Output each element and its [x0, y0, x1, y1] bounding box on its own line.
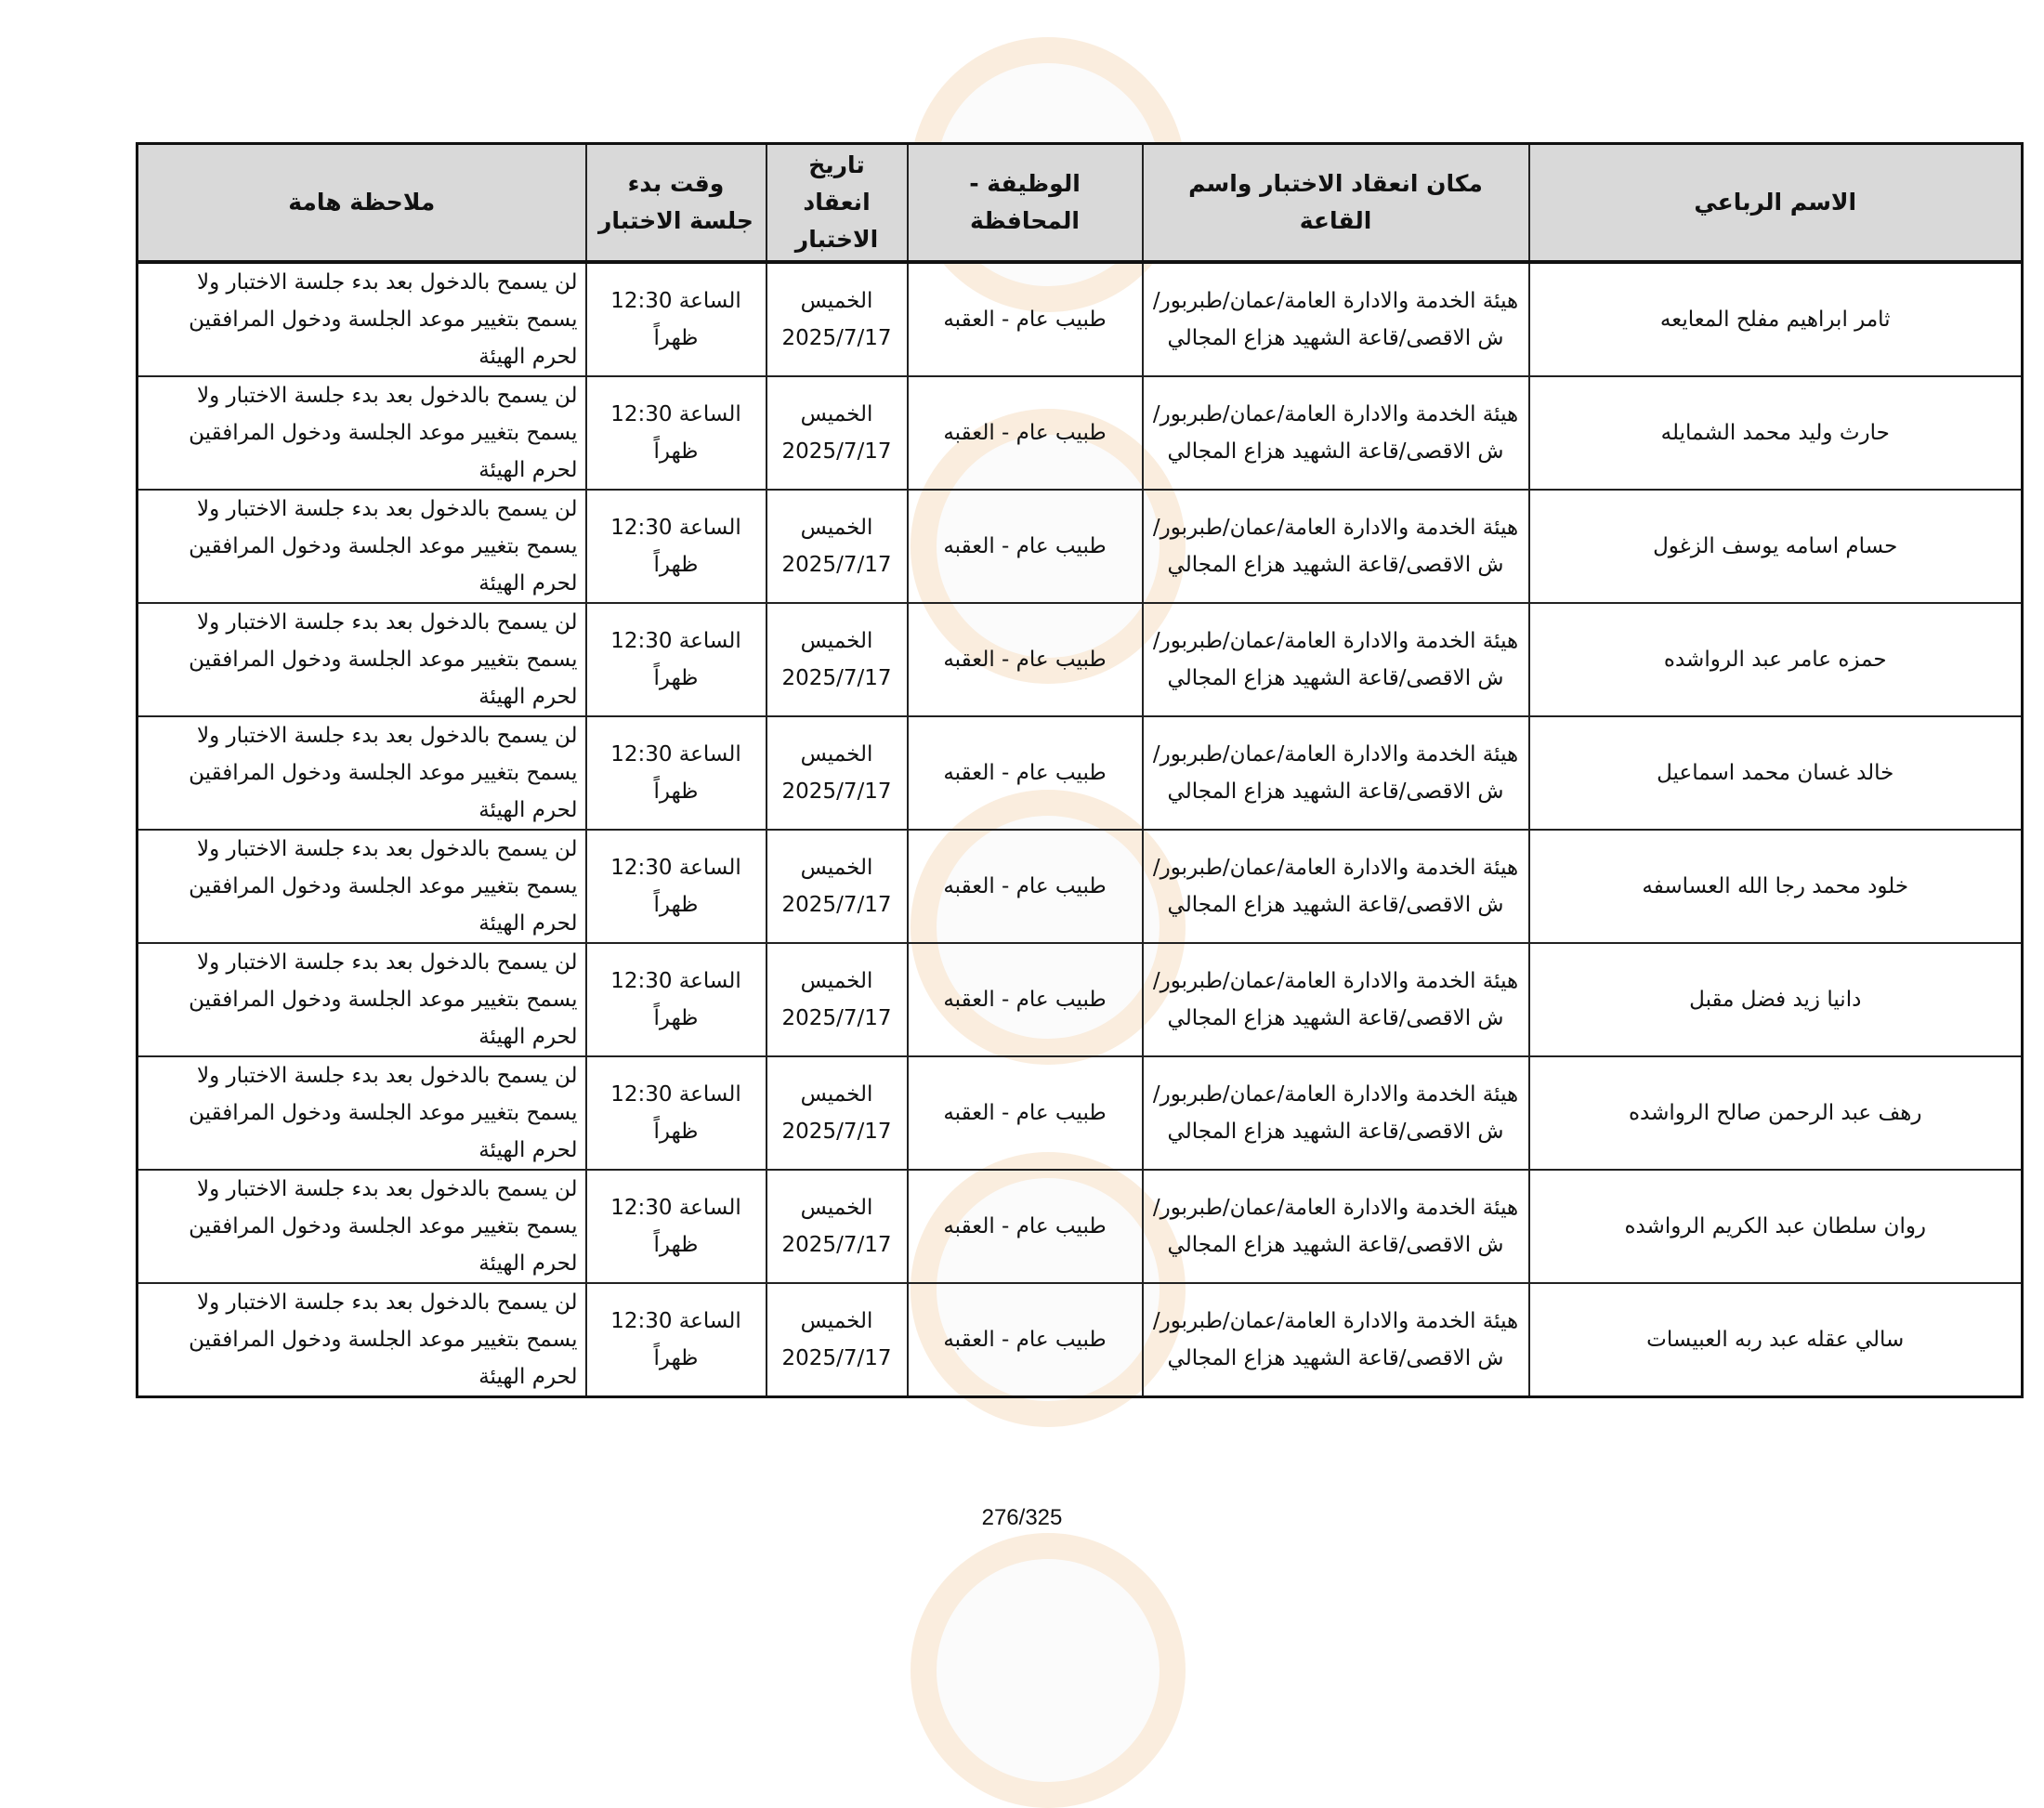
table-row [138, 603, 2023, 716]
cell-name: حمزه عامر عبد الرواشده [1529, 603, 2023, 716]
cell-date [766, 943, 908, 1056]
cell-note: لن يسمح بالدخول بعد بدء جلسة الاختبار ولا يسمح بتغيير موعد الجلسة ودخول المرافقين لحرم الهيئة [138, 716, 586, 830]
watermark-logo [911, 1533, 1186, 1808]
cell-name: حارث وليد محمد الشمايله [1529, 376, 2023, 490]
cell-time [586, 262, 766, 376]
date-value: 2025/7/17 [781, 666, 892, 690]
cell-job: طبيب عام - العقبه [908, 943, 1143, 1056]
time-value: الساعة 12:30 [610, 1196, 741, 1220]
date-day: الخميس [800, 402, 873, 426]
table-row [138, 943, 2023, 1056]
date-day: الخميس [800, 516, 873, 540]
date-value: 2025/7/17 [781, 1120, 892, 1144]
cell-job: طبيب عام - العقبه [908, 490, 1143, 603]
date-day: الخميس [800, 629, 873, 653]
date-value: 2025/7/17 [781, 439, 892, 464]
cell-date [766, 716, 908, 830]
cell-place: هيئة الخدمة والادارة العامة/عمان/طبربور/ش الاقصى/قاعة الشهيد هزاع المجالي [1143, 603, 1529, 716]
time-period: ظهراً [653, 1120, 699, 1144]
date-day: الخميس [800, 856, 873, 880]
header-place: مكان انعقاد الاختبار واسم القاعة [1143, 144, 1529, 263]
date-day: الخميس [800, 1082, 873, 1107]
table-row [138, 830, 2023, 943]
cell-name: رهف عبد الرحمن صالح الرواشده [1529, 1056, 2023, 1170]
date-value: 2025/7/17 [781, 1233, 892, 1257]
time-period: ظهراً [653, 1006, 699, 1030]
date-day: الخميس [800, 742, 873, 766]
cell-place: هيئة الخدمة والادارة العامة/عمان/طبربور/ش الاقصى/قاعة الشهيد هزاع المجالي [1143, 376, 1529, 490]
header-date: تاريخ انعقاد الاختبار [766, 144, 908, 263]
cell-job: طبيب عام - العقبه [908, 1283, 1143, 1397]
cell-place: هيئة الخدمة والادارة العامة/عمان/طبربور/ش الاقصى/قاعة الشهيد هزاع المجالي [1143, 262, 1529, 376]
table-row [138, 716, 2023, 830]
time-period: ظهراً [653, 1233, 699, 1257]
cell-date [766, 1170, 908, 1283]
header-time: وقت بدء جلسة الاختبار [586, 144, 766, 263]
cell-note: لن يسمح بالدخول بعد بدء جلسة الاختبار ولا يسمح بتغيير موعد الجلسة ودخول المرافقين لحرم الهيئة [138, 943, 586, 1056]
cell-job: طبيب عام - العقبه [908, 830, 1143, 943]
cell-note: لن يسمح بالدخول بعد بدء جلسة الاختبار ولا يسمح بتغيير موعد الجلسة ودخول المرافقين لحرم الهيئة [138, 376, 586, 490]
cell-name: ثامر ابراهيم مفلح المعايعه [1529, 262, 2023, 376]
cell-place: هيئة الخدمة والادارة العامة/عمان/طبربور/ش الاقصى/قاعة الشهيد هزاع المجالي [1143, 943, 1529, 1056]
cell-time [586, 490, 766, 603]
page-number: 276/325 [981, 1505, 1063, 1530]
cell-name: خلود محمد رجا الله العساسفه [1529, 830, 2023, 943]
time-value: الساعة 12:30 [610, 742, 741, 766]
cell-job: طبيب عام - العقبه [908, 1170, 1143, 1283]
table-row [138, 1170, 2023, 1283]
cell-note: لن يسمح بالدخول بعد بدء جلسة الاختبار ولا يسمح بتغيير موعد الجلسة ودخول المرافقين لحرم الهيئة [138, 1056, 586, 1170]
exam-schedule-table [136, 142, 2024, 1398]
cell-time [586, 716, 766, 830]
cell-job: طبيب عام - العقبه [908, 262, 1143, 376]
cell-name: خالد غسان محمد اسماعيل [1529, 716, 2023, 830]
cell-date [766, 1283, 908, 1397]
time-value: الساعة 12:30 [610, 969, 741, 993]
time-period: ظهراً [653, 326, 699, 350]
cell-name: حسام اسامه يوسف الزغول [1529, 490, 2023, 603]
cell-place: هيئة الخدمة والادارة العامة/عمان/طبربور/ش الاقصى/قاعة الشهيد هزاع المجالي [1143, 716, 1529, 830]
date-day: الخميس [800, 1309, 873, 1333]
date-value: 2025/7/17 [781, 780, 892, 804]
cell-job: طبيب عام - العقبه [908, 376, 1143, 490]
header-row [138, 144, 2023, 263]
time-value: الساعة 12:30 [610, 1309, 741, 1333]
cell-name: دانيا زيد فضل مقبل [1529, 943, 2023, 1056]
time-period: ظهراً [653, 666, 699, 690]
cell-time [586, 603, 766, 716]
table-row [138, 490, 2023, 603]
time-value: الساعة 12:30 [610, 289, 741, 313]
time-period: ظهراً [653, 893, 699, 917]
header-name: الاسم الرباعي [1529, 144, 2023, 263]
cell-time [586, 943, 766, 1056]
time-period: ظهراً [653, 780, 699, 804]
cell-note: لن يسمح بالدخول بعد بدء جلسة الاختبار ولا يسمح بتغيير موعد الجلسة ودخول المرافقين لحرم الهيئة [138, 490, 586, 603]
cell-time [586, 376, 766, 490]
date-value: 2025/7/17 [781, 1006, 892, 1030]
time-value: الساعة 12:30 [610, 402, 741, 426]
time-value: الساعة 12:30 [610, 856, 741, 880]
cell-time [586, 830, 766, 943]
time-period: ظهراً [653, 553, 699, 577]
date-value: 2025/7/17 [781, 1346, 892, 1370]
time-value: الساعة 12:30 [610, 516, 741, 540]
cell-place: هيئة الخدمة والادارة العامة/عمان/طبربور/ش الاقصى/قاعة الشهيد هزاع المجالي [1143, 1283, 1529, 1397]
cell-name: سالي عقله عبد ربه العبيسات [1529, 1283, 2023, 1397]
cell-note: لن يسمح بالدخول بعد بدء جلسة الاختبار ولا يسمح بتغيير موعد الجلسة ودخول المرافقين لحرم الهيئة [138, 603, 586, 716]
time-value: الساعة 12:30 [610, 629, 741, 653]
header-note: ملاحظة هامة [138, 144, 586, 263]
cell-date [766, 1056, 908, 1170]
cell-job: طبيب عام - العقبه [908, 603, 1143, 716]
cell-note: لن يسمح بالدخول بعد بدء جلسة الاختبار ولا يسمح بتغيير موعد الجلسة ودخول المرافقين لحرم الهيئة [138, 1283, 586, 1397]
date-day: الخميس [800, 1196, 873, 1220]
cell-place: هيئة الخدمة والادارة العامة/عمان/طبربور/ش الاقصى/قاعة الشهيد هزاع المجالي [1143, 830, 1529, 943]
time-period: ظهراً [653, 1346, 699, 1370]
cell-date [766, 490, 908, 603]
cell-note: لن يسمح بالدخول بعد بدء جلسة الاختبار ولا يسمح بتغيير موعد الجلسة ودخول المرافقين لحرم الهيئة [138, 262, 586, 376]
header-job: الوظيفة - المحافظة [908, 144, 1143, 263]
cell-job: طبيب عام - العقبه [908, 716, 1143, 830]
cell-job: طبيب عام - العقبه [908, 1056, 1143, 1170]
date-day: الخميس [800, 289, 873, 313]
table-row [138, 262, 2023, 376]
cell-date [766, 830, 908, 943]
cell-time [586, 1170, 766, 1283]
date-value: 2025/7/17 [781, 326, 892, 350]
table-row [138, 1283, 2023, 1397]
cell-date [766, 262, 908, 376]
cell-place: هيئة الخدمة والادارة العامة/عمان/طبربور/ش الاقصى/قاعة الشهيد هزاع المجالي [1143, 1056, 1529, 1170]
cell-name: روان سلطان عبد الكريم الرواشده [1529, 1170, 2023, 1283]
cell-note: لن يسمح بالدخول بعد بدء جلسة الاختبار ولا يسمح بتغيير موعد الجلسة ودخول المرافقين لحرم الهيئة [138, 1170, 586, 1283]
cell-time [586, 1283, 766, 1397]
cell-date [766, 603, 908, 716]
date-day: الخميس [800, 969, 873, 993]
time-value: الساعة 12:30 [610, 1082, 741, 1107]
table-row [138, 1056, 2023, 1170]
table-row [138, 376, 2023, 490]
cell-note: لن يسمح بالدخول بعد بدء جلسة الاختبار ولا يسمح بتغيير موعد الجلسة ودخول المرافقين لحرم الهيئة [138, 830, 586, 943]
cell-place: هيئة الخدمة والادارة العامة/عمان/طبربور/ش الاقصى/قاعة الشهيد هزاع المجالي [1143, 1170, 1529, 1283]
cell-time [586, 1056, 766, 1170]
cell-date [766, 376, 908, 490]
date-value: 2025/7/17 [781, 553, 892, 577]
cell-place: هيئة الخدمة والادارة العامة/عمان/طبربور/ش الاقصى/قاعة الشهيد هزاع المجالي [1143, 490, 1529, 603]
date-value: 2025/7/17 [781, 893, 892, 917]
time-period: ظهراً [653, 439, 699, 464]
